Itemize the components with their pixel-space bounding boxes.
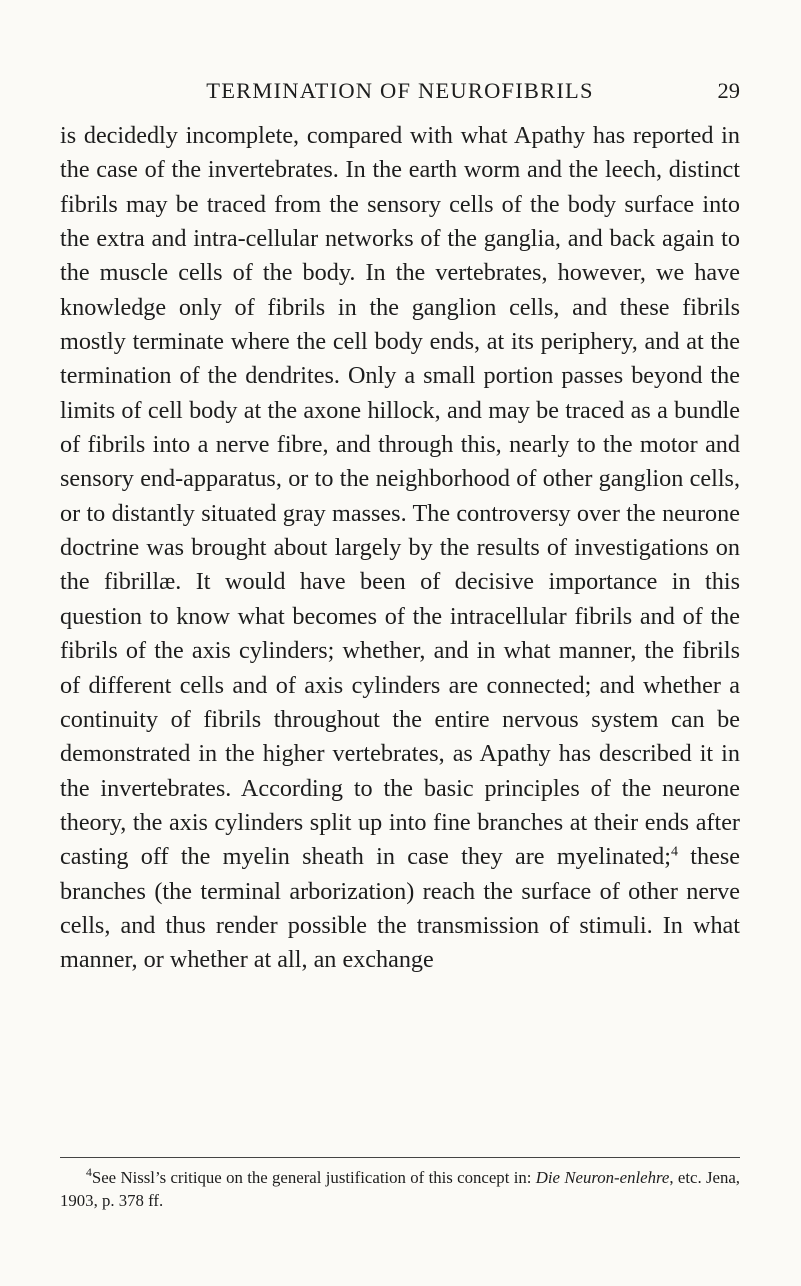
footnote-text-after-title: , etc. Jena, 1903, p. 378 ff. xyxy=(60,1168,740,1210)
running-head xyxy=(60,78,740,108)
footnote-reference[interactable]: 4 xyxy=(671,843,679,860)
body-paragraph xyxy=(60,119,740,978)
body-text-after-note: these branches (the terminal arborization) reach the surface of other nerve cells, and thus render possible the transmission of stimuli. In what manner, or whether at all, an exchange xyxy=(60,843,740,974)
footnote xyxy=(60,1166,740,1212)
footnote-divider xyxy=(60,1157,740,1158)
page-number: 29 xyxy=(717,78,740,103)
body-text-before-note: is decidedly incomplete, compared with what Apathy has reported in the case of the invertebrates. In the earth worm and the leech, distinct fibrils may be traced from the sensory cells of the body surface into the extra and intra-cellular networks of the ganglia, and back again to the muscle cells of the body. In the vertebrates, however, we have knowledge only of fibrils in the ganglion cells, and these fibrils mostly terminate where the cell body ends, at its periphery, and at the termination of the dendrites. Only a small portion passes beyond the limits of cell body at the axone hillock, and may be traced as a bundle of fibrils into a nerve fibre, and through this, nearly to the motor and sensory end-apparatus, or to the neighborhood of other ganglion cells, or to distantly situated gray masses. The controversy over the neurone doctrine was brought about largely by the results of investigations on the fibrillæ. It would have been of decisive importance in this question to know what becomes of the intracellular fibrils and of the fibrils of the axis cylinders; whether, and in what manner, the fibrils of different cells and of axis cylinders are connected; and whether a continuity of fibrils throughout the entire nervous system can be demonstrated in the higher vertebrates, as Apathy has described it in the invertebrates. According to the basic principles of the neurone theory, the axis cylinders split up into fine branches at their ends after casting off the myelin sheath in case they are myelinated; xyxy=(60,122,740,871)
footnote-cited-title: Die Neuron-enlehre xyxy=(535,1168,670,1187)
footnote-text-before-title: See Nissl’s critique on the general justification of this concept in: xyxy=(91,1168,536,1187)
running-title: TERMINATION OF NEUROFIBRILS xyxy=(206,78,594,103)
footnote-marker: 4 xyxy=(86,1165,92,1179)
